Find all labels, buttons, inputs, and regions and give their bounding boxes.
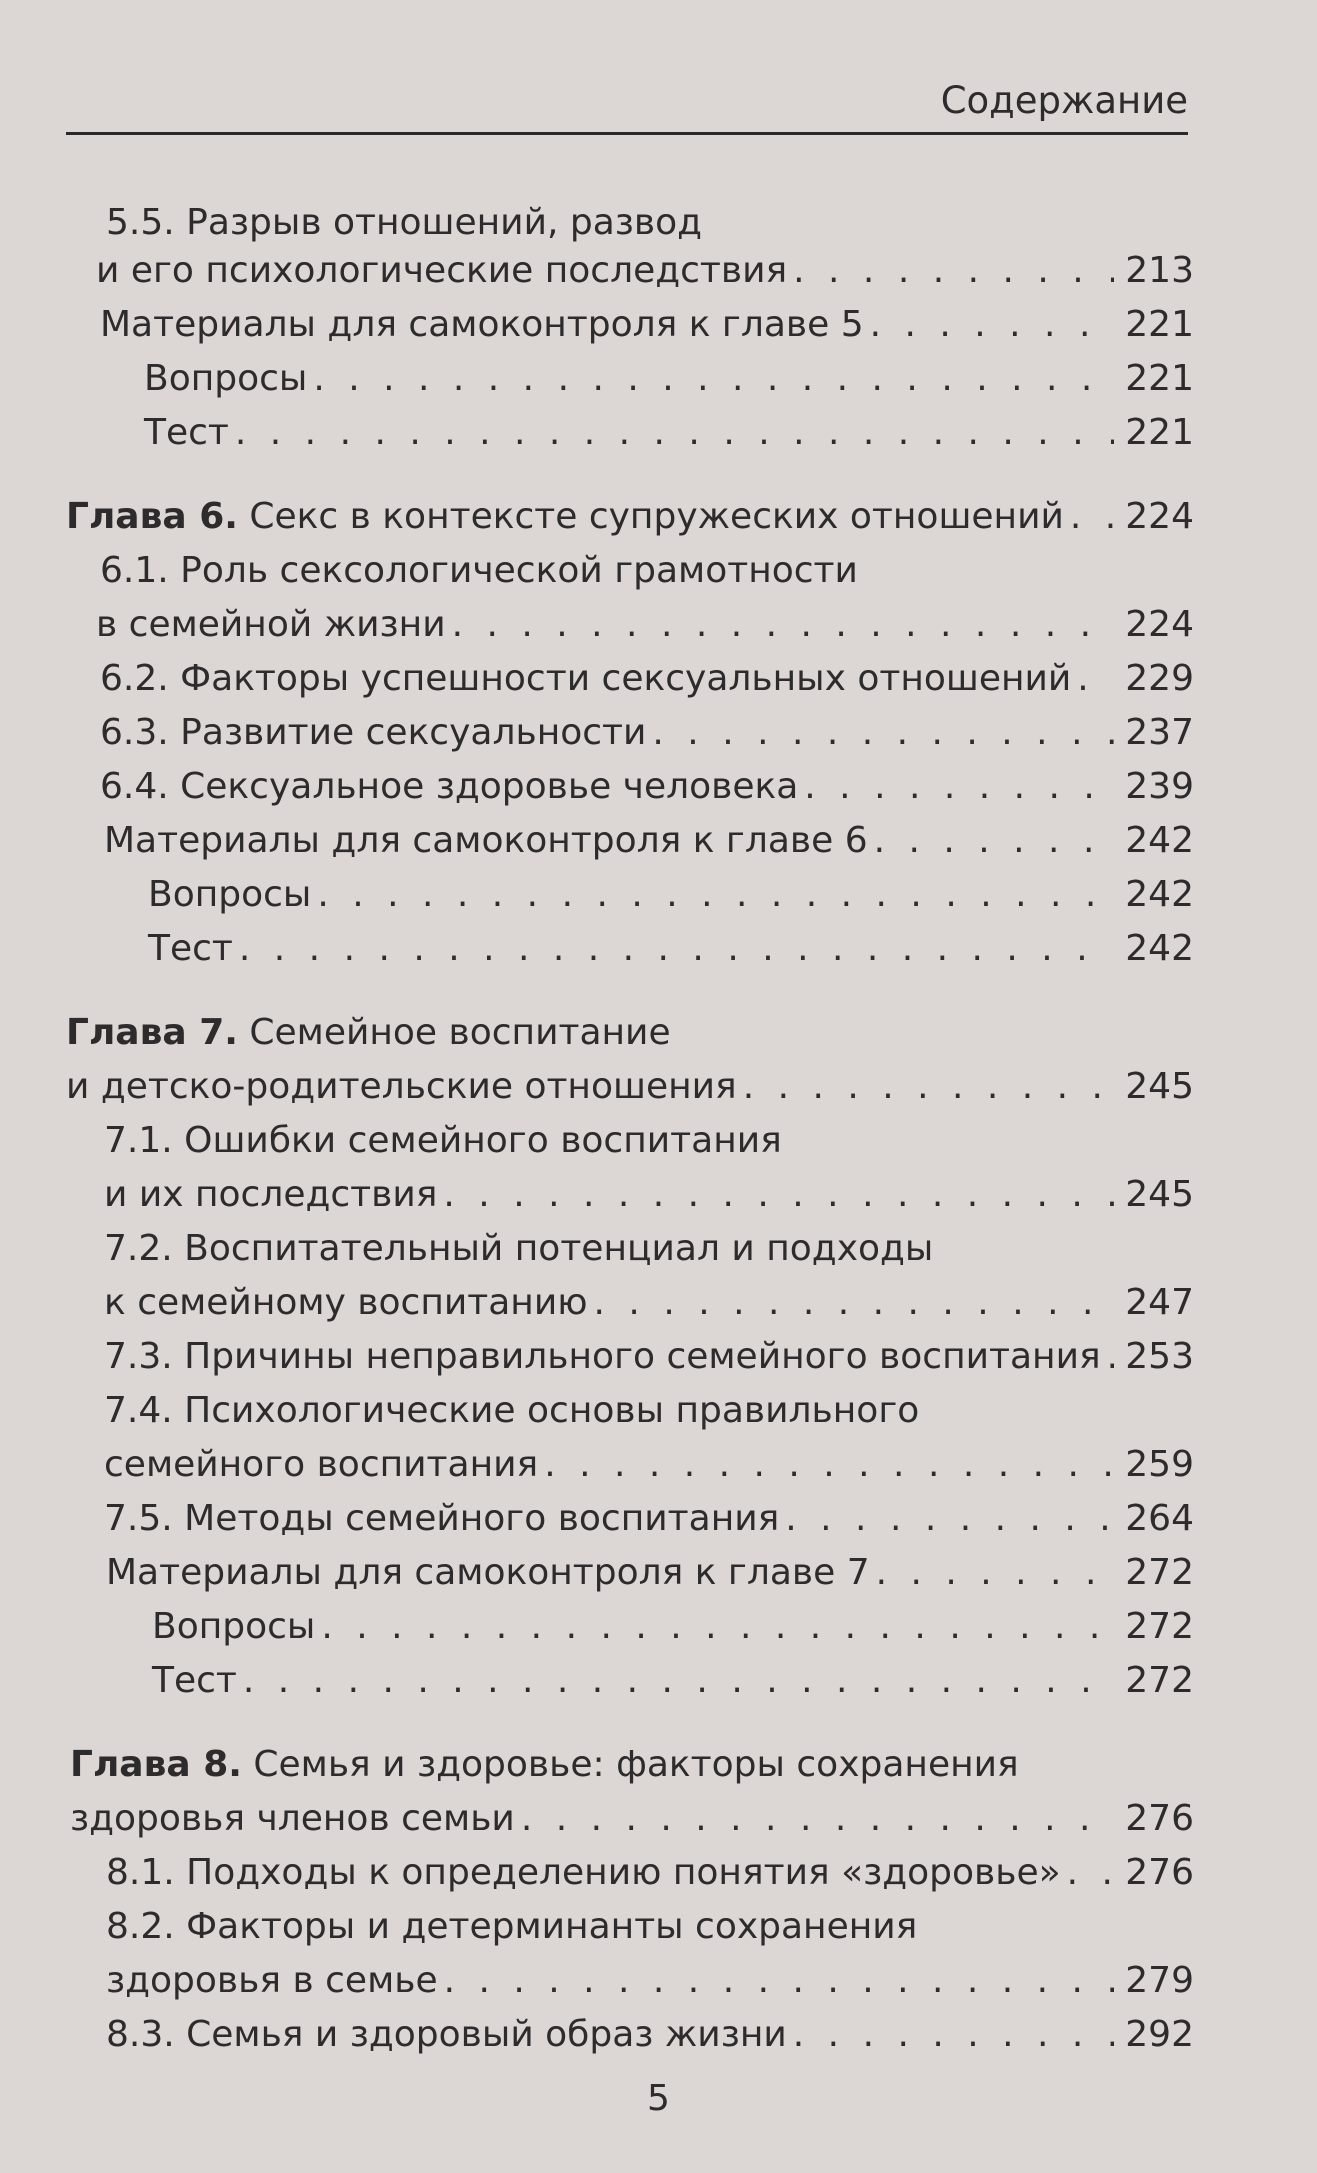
toc-entry-text: 8.1. Подходы к определению понятия «здоровье»	[106, 1852, 1061, 1893]
toc-entry	[0, 1738, 1317, 1792]
toc-entry-title	[144, 352, 307, 406]
dot-leader	[804, 760, 1114, 814]
toc-entry	[0, 1006, 1317, 1060]
dot-leader	[785, 1492, 1114, 1546]
toc-entry-text: Материалы для самоконтроля к главе 7	[106, 1552, 870, 1593]
toc-entry	[0, 1222, 1317, 1276]
toc-entry	[0, 244, 1317, 298]
toc-entry-title	[148, 868, 311, 922]
toc-entry	[0, 298, 1317, 352]
dot-leader	[1077, 652, 1114, 706]
toc-entry	[0, 352, 1317, 406]
toc-entry	[0, 1438, 1317, 1492]
toc-entry-title	[104, 1276, 588, 1330]
toc-entry-text: и их последствия	[104, 1174, 438, 1215]
dot-leader	[443, 1168, 1114, 1222]
toc-entry	[0, 1384, 1317, 1438]
toc-entry-text: Тест	[152, 1660, 237, 1701]
toc-page-number: 221	[1125, 412, 1194, 453]
toc-entry-text: Материалы для самоконтроля к главе 6	[104, 820, 868, 861]
toc-entry-title	[104, 814, 868, 868]
toc-entry-text: 5.5. Разрыв отношений, развод	[106, 202, 703, 243]
toc-entry-text: 7.2. Воспитательный потенциал и подходы	[104, 1228, 934, 1269]
toc-page-number: 213	[1125, 250, 1194, 291]
toc-entry	[0, 814, 1317, 868]
toc-entry-title	[66, 490, 1064, 544]
toc-entry-text: 6.4. Сексуальное здоровье человека	[100, 766, 799, 807]
toc-page-number: 239	[1125, 766, 1194, 807]
dot-leader	[652, 706, 1114, 760]
chapter-label: Глава 7.	[66, 1012, 238, 1053]
toc-entry	[0, 1600, 1317, 1654]
chapter-label: Глава 6.	[66, 496, 238, 537]
dot-leader	[743, 1060, 1114, 1114]
dot-leader	[870, 298, 1114, 352]
toc-entry	[0, 1492, 1317, 1546]
toc-entry-title	[144, 406, 229, 460]
dot-leader	[594, 1276, 1114, 1330]
toc-page-number: 272	[1125, 1606, 1194, 1647]
toc-entry	[0, 760, 1317, 814]
toc-entry-text: Семейное воспитание	[237, 1012, 671, 1053]
toc-entry	[0, 922, 1317, 976]
toc-entry	[0, 490, 1317, 544]
toc-entry-title	[70, 1738, 1019, 1792]
toc-page-number: 224	[1125, 496, 1194, 537]
toc-entry	[0, 1654, 1317, 1708]
toc-entry-title	[152, 1654, 237, 1708]
running-header	[66, 70, 1188, 135]
dot-leader	[321, 1600, 1114, 1654]
toc-entry-text: и детско-родительские отношения	[66, 1066, 737, 1107]
toc-entry-text: в семейной жизни	[96, 604, 446, 645]
toc-page-number: 247	[1125, 1282, 1194, 1323]
toc-entry-text: к семейному воспитанию	[104, 1282, 588, 1323]
toc-page-number: 259	[1125, 1444, 1194, 1485]
toc-entry	[0, 1168, 1317, 1222]
toc-entry	[0, 706, 1317, 760]
toc-entry	[0, 1060, 1317, 1114]
toc-entry-text: здоровья членов семьи	[70, 1798, 515, 1839]
toc-entry-text: Тест	[144, 412, 229, 453]
toc-page-number: 245	[1125, 1174, 1194, 1215]
toc-entry-title	[104, 1330, 1101, 1384]
dot-leader	[874, 814, 1114, 868]
toc-page-number: 221	[1125, 304, 1194, 345]
toc-entry	[0, 1954, 1317, 2008]
toc-entry-text: 6.2. Факторы успешности сексуальных отношений	[100, 658, 1072, 699]
dot-leader	[317, 868, 1114, 922]
toc-entry	[0, 868, 1317, 922]
toc-entry-text: 6.1. Роль сексологической грамотности	[100, 550, 858, 591]
toc-entry	[0, 1276, 1317, 1330]
toc-entry-text: 7.5. Методы семейного воспитания	[104, 1498, 780, 1539]
toc-page-number: 292	[1125, 2014, 1194, 2055]
toc-entry-title	[104, 1168, 437, 1222]
dot-leader	[1070, 490, 1114, 544]
toc-entry-title	[148, 922, 233, 976]
dot-leader	[1107, 1330, 1114, 1384]
page-number: 5	[647, 2078, 670, 2119]
toc-entry-title	[152, 1600, 315, 1654]
toc-entry-title	[104, 1114, 782, 1168]
toc-entry-title	[106, 1846, 1061, 1900]
toc-entry-text: Семья и здоровье: факторы сохранения	[241, 1744, 1019, 1785]
toc-page-number: 229	[1125, 658, 1194, 699]
toc-entry-text: Секс в контексте супружеских отношений	[237, 496, 1064, 537]
toc-page-number: 253	[1125, 1336, 1194, 1377]
toc-page-number: 221	[1125, 358, 1194, 399]
toc-page-number: 242	[1125, 820, 1194, 861]
toc-entry	[0, 1792, 1317, 1846]
toc-entry-text: 7.4. Психологические основы правильного	[104, 1390, 920, 1431]
toc-entry-title	[66, 1060, 737, 1114]
toc-page-number: 242	[1125, 874, 1194, 915]
toc-entry-title	[96, 598, 446, 652]
toc-entry	[0, 1330, 1317, 1384]
toc-entry-text: семейного воспитания	[104, 1444, 539, 1485]
toc-entry-title	[104, 1384, 919, 1438]
toc-entry-text: Материалы для самоконтроля к главе 5	[100, 304, 864, 345]
toc-entry-text: Вопросы	[152, 1606, 316, 1647]
toc-entry	[0, 1900, 1317, 1954]
toc-entry-title	[104, 1222, 933, 1276]
toc-entry-title	[100, 760, 798, 814]
toc-entry-text: Вопросы	[148, 874, 312, 915]
toc-entry	[0, 1114, 1317, 1168]
toc-entry-title	[104, 1438, 538, 1492]
dot-leader	[313, 352, 1114, 406]
toc-entry-title	[106, 1546, 870, 1600]
dot-leader	[876, 1546, 1114, 1600]
toc-entry-text: 8.3. Семья и здоровый образ жизни	[106, 2014, 787, 2055]
dot-leader	[793, 2008, 1114, 2062]
toc-page-number: 264	[1125, 1498, 1194, 1539]
toc-page-number: 272	[1125, 1660, 1194, 1701]
toc-page-number: 245	[1125, 1066, 1194, 1107]
toc-page-number: 276	[1125, 1798, 1194, 1839]
dot-leader	[239, 922, 1114, 976]
header-title: Содержание	[940, 79, 1188, 122]
dot-leader	[243, 1654, 1114, 1708]
toc-entry-text: 7.1. Ошибки семейного воспитания	[104, 1120, 782, 1161]
toc-entry	[0, 544, 1317, 598]
toc-entry	[0, 652, 1317, 706]
toc-entry-title	[106, 1954, 438, 2008]
toc-entry-title	[66, 1006, 671, 1060]
toc-entry	[0, 1546, 1317, 1600]
toc-entry-text: Тест	[148, 928, 233, 969]
toc-page-number: 272	[1125, 1552, 1194, 1593]
toc-entry-title	[100, 298, 864, 352]
toc-entry-title	[106, 2008, 787, 2062]
toc-entry-title	[104, 1492, 779, 1546]
dot-leader	[521, 1792, 1114, 1846]
toc-entry-title	[70, 1792, 515, 1846]
dot-leader	[793, 244, 1114, 298]
toc-entry-text: 8.2. Факторы и детерминанты сохранения	[106, 1906, 918, 1947]
dot-leader	[452, 598, 1114, 652]
toc-page-number: 224	[1125, 604, 1194, 645]
dot-leader	[444, 1954, 1114, 2008]
toc-entry-title	[106, 196, 702, 250]
toc-page-number: 242	[1125, 928, 1194, 969]
toc-entry	[0, 598, 1317, 652]
toc-entry	[0, 406, 1317, 460]
toc-entry-title	[106, 1900, 917, 1954]
dot-leader	[235, 406, 1114, 460]
dot-leader	[1067, 1846, 1114, 1900]
toc-entry-title	[96, 244, 787, 298]
toc-entry-title	[100, 652, 1071, 706]
dot-leader	[544, 1438, 1114, 1492]
toc-entry-title	[100, 544, 858, 598]
toc-entry-text: Вопросы	[144, 358, 308, 399]
toc-entry	[0, 2008, 1317, 2062]
toc-entry-title	[100, 706, 646, 760]
toc-entry-text: 6.3. Развитие сексуальности	[100, 712, 647, 753]
toc-page-number: 279	[1125, 1960, 1194, 2001]
toc-page-number: 276	[1125, 1852, 1194, 1893]
chapter-label: Глава 8.	[70, 1744, 242, 1785]
toc-entry	[0, 1846, 1317, 1900]
toc-page-number: 237	[1125, 712, 1194, 753]
toc-entry-text: здоровья в семье	[106, 1960, 438, 2001]
toc-entry-text: и его психологические последствия	[96, 250, 788, 291]
toc-entry-text: 7.3. Причины неправильного семейного воспитания	[104, 1336, 1101, 1377]
toc-entry	[0, 196, 1317, 250]
